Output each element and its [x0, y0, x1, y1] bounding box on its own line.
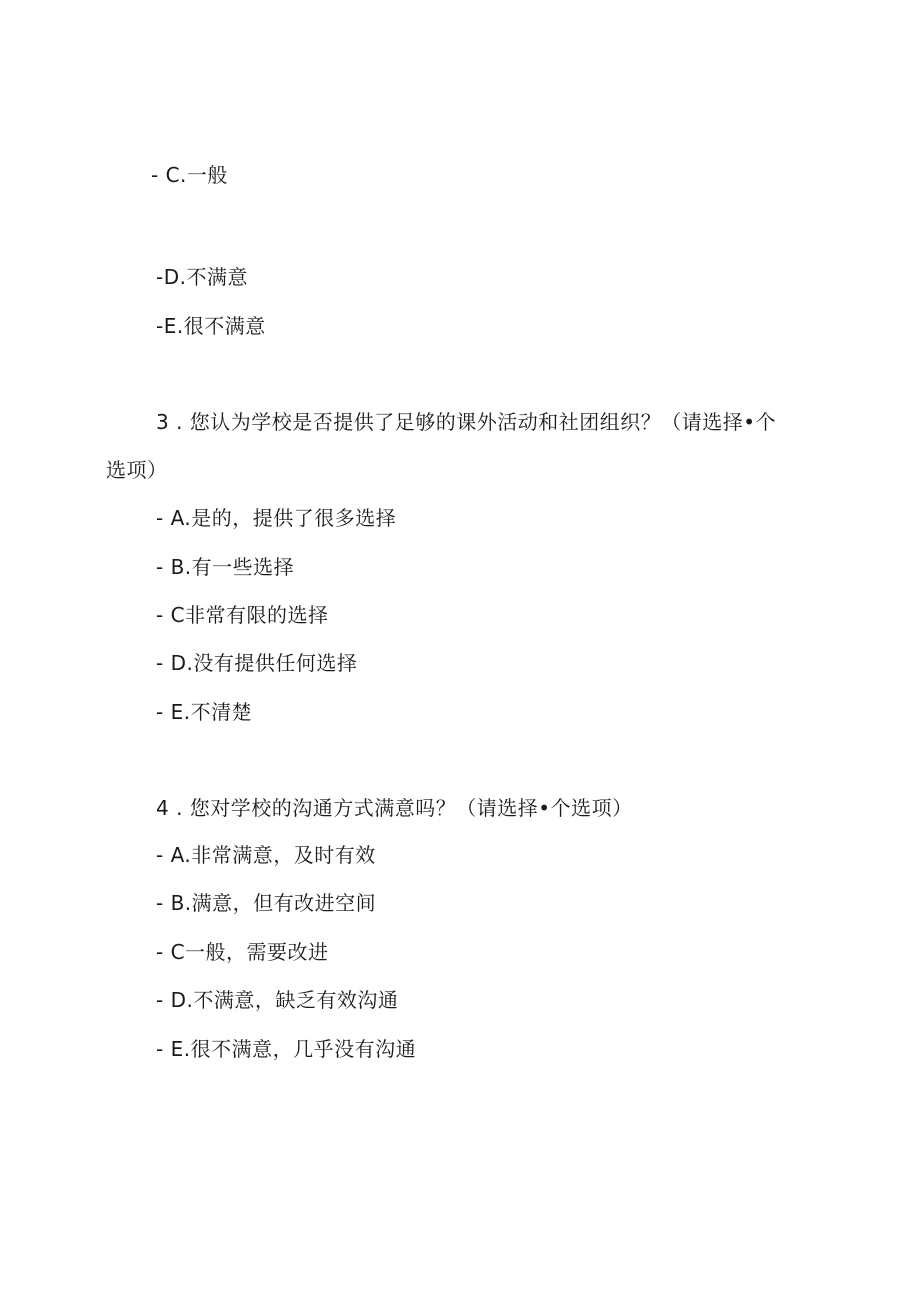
q3-option-b: - B.有一些选择 — [156, 555, 295, 579]
q2-option-d: -D.不满意 — [156, 265, 248, 289]
q3-option-c: - C非常有限的选择 — [156, 603, 329, 627]
q4-option-d: - D.不满意，缺乏有效沟通 — [156, 988, 399, 1012]
q4-option-e: - E.很不满意，几乎没有沟通 — [156, 1037, 417, 1061]
q4-question-text: 4 . 您对学校的沟通方式满意吗？（请选择•个选项） — [156, 796, 633, 820]
q3-option-e: - E.不清楚 — [156, 700, 253, 724]
q3-question-text: 3 . 您认为学校是否提供了足够的课外活动和社团组织？（请选择•个 — [156, 410, 777, 434]
q2-option-c: - C.一般 — [151, 163, 228, 187]
q3-question-text-continued: 选项） — [106, 458, 168, 482]
q3-option-d: - D.没有提供任何选择 — [156, 651, 358, 675]
q4-option-b: - B.满意，但有改进空间 — [156, 891, 377, 915]
q2-option-e: -E.很不满意 — [156, 314, 266, 338]
q4-option-c: - C一般，需要改进 — [156, 940, 329, 964]
q3-option-a: - A.是的，提供了很多选择 — [156, 506, 397, 530]
q4-option-a: - A.非常满意，及时有效 — [156, 843, 376, 867]
